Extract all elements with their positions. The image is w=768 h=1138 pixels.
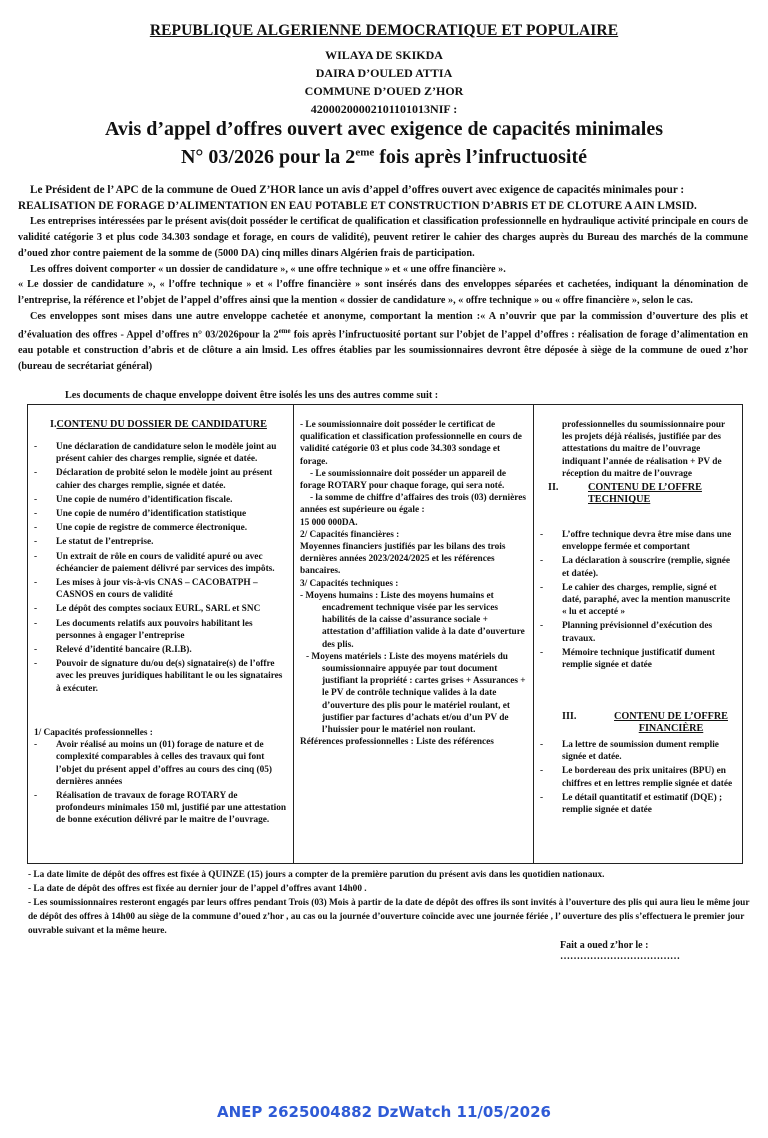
candidature-item-text: Une déclaration de candidature selon le modèle joint au présent cahier des charges remplie, signée et datée. [56, 442, 277, 465]
candidature-item-text: Une copie de registre de commerce électronique. [56, 523, 248, 534]
anep-reference: ANEP 2625004882 DzWatch 11/05/2026 [217, 1103, 551, 1121]
candidature-item-text: Relevé d’identité bancaire (R.I.B). [56, 645, 192, 656]
intro-paragraph-5 [18, 309, 748, 375]
capacity-item-text: Réalisation de travaux de forage ROTARY de profondeurs minimales 150 ml, justifié par une attestation de bonne exécution délivré par le maitre de l’ouvrage. [56, 791, 287, 826]
candidature-item [34, 658, 288, 695]
capacities-title: 1/ Capacités professionnelles : [34, 728, 153, 738]
turnover-amount: 15 000 000DA. [300, 517, 358, 528]
financial-offer-list [540, 739, 736, 818]
candidature-item [34, 536, 288, 548]
material-resources: - Moyens matériels : Liste des moyens matériels du soumissionnaire appuyée par tout document justifiant la propriété : cartes grises + Assurances + le PV de contrôle technique valides à la date d’ouverture des plis pour le matériel roulant, et justifier par factures d’achats et/ou d’un PV de l’huissier pour le matériel non roulant. [306, 651, 526, 736]
references-text: Références professionnelles : Liste des références [300, 737, 494, 748]
bullet-dash: - [34, 509, 38, 520]
intro-paragraph-5-text: Ces enveloppes sont mises dans une autre enveloppe cachetée et anonyme, comportant la mention :« A n’ouvrir que par la commission d’ouverture des plis et d’évaluation des offres - Appel d’offres n° 03/2026pour la 2 [18, 310, 748, 341]
bullet-dash: - [34, 494, 38, 505]
notice-number-text: N° 03/2026 pour la 2 [180, 146, 356, 168]
bullet-dash: - [34, 645, 38, 656]
capacities-list [34, 739, 288, 826]
capacity-item [34, 739, 288, 788]
candidature-item-text: Le dépôt des comptes sociaux EURL, SARL et SNC [56, 604, 261, 615]
section-title-1: CONTENU DU DOSSIER DE CANDIDATURE [56, 419, 267, 430]
notice-title: Avis d’appel d’offres ouvert avec exigence de capacités minimales [104, 118, 664, 140]
bullet-dash: - [540, 556, 544, 567]
bullet-dash: - [34, 537, 38, 548]
bullet-dash: - [34, 604, 38, 615]
candidature-item [34, 577, 288, 601]
technical-offer-item-text: L’offre technique devra être mise dans une enveloppe fermée et comportant [562, 530, 732, 553]
capacity-item [34, 790, 288, 827]
validity-note: - Les soumissionnaires resteront engagés par leurs offres pendant Trois (03) Mois à partir de la date de dépôt des offres ils sont invités à l’ouverture des plis qui aura lieu le même jour de dépôt des offres à 14h00 au siège de la commune d’oued z’hor , au cas ou la journée d’ouverture coïncide avec une journée fériée , l’ ouverture des plis s’effectuera le premier jour ouvrable suivant et la même heure. [28, 898, 750, 936]
deposit-note: - La date de dépôt des offres est fixée au dernier jour de l’appel d’offres avant 14h00 . [28, 884, 367, 894]
intro-paragraph-2: Les entreprises intéressées par le présent avis(doit posséder le certificat de qualification et classification professionnelle en hydraulique activité principale en cours de validité catégorie 3 et plus code 34.303 sondage et forage, en cours de validité), peuvent retirer le cahier des charges auprès du Bureau des marchés de la commune d’oued zhor contre paiement de la somme de (5000 DA) cinq milles dinars Algérien frais de participation. [18, 216, 748, 259]
candidature-item [34, 467, 288, 491]
technical-offer-item [540, 555, 736, 579]
wilaya-line: WILAYA DE SKIKDA [325, 48, 443, 62]
certificate-requirement: - Le soumissionnaire doit posséder le certificat de qualification et classification professionnelle en cours de validité catégorie 03 et plus code 34.303 sondage et forage. [300, 420, 522, 467]
section-number-2: II. [548, 482, 559, 494]
candidature-list [34, 441, 288, 697]
bullet-dash: - [34, 578, 38, 589]
intro-section [18, 183, 748, 375]
bullet-dash: - [34, 791, 38, 802]
bullet-dash: - [540, 647, 544, 658]
candidature-item [34, 494, 288, 506]
signature-line: Fait a oued z’hor le : ……………………………… [560, 940, 680, 962]
candidature-item [34, 644, 288, 656]
financial-offer-item-text: Le bordereau des prix unitaires (BPU) en chiffres et en lettres remplie signée et datée [562, 766, 733, 789]
technical-offer-item [540, 647, 736, 671]
section-heading-financial [562, 711, 736, 735]
human-resources: - Moyens humains : Liste des moyens humains et encadrement technique visée par les services habilités de la caisse d’assurance sociale + attestation d’affiliation valide à la date d’ouverture des plis. [300, 590, 525, 650]
rotary-requirement: - Le soumissionnaire doit posséder un appareil de forage ROTARY pour chaque forage, qui sera noté. [300, 468, 507, 492]
candidature-item [34, 551, 288, 575]
commune-line: COMMUNE D’OUED Z’HOR [304, 84, 464, 98]
requirements-table [27, 404, 743, 864]
capacity-item-text: Avoir réalisé au moins un (01) forage de nature et de complexité comparables à celles des travaux qui font l’objet du présent appel d’offres au cours des cinq (05) dernières années [56, 740, 272, 787]
section-number-1: I. [50, 419, 57, 430]
notice-number-sup: eme [355, 146, 375, 159]
intro-paragraph-5-suffix: fois après l’infructuosité portant sur l’objet de l’appel d’offres : réalisation de forage d’alimentation en eau potable et construction d’abris et de clôture a ain lmsid. Les offres établies par les soumissionnaires devront être déposée à siège de la commune de oued z’hor (bureau de secrétariat général) [18, 329, 748, 373]
bullet-dash: - [34, 618, 38, 629]
bullet-dash: - [540, 740, 544, 750]
documents-instruction: Les documents de chaque enveloppe doivent être isolés les uns des autres comme suit : [65, 390, 439, 401]
financial-text: Moyennes financiers justifiés par les bilans des trois dernières années 2023/2024/2025 et les références bancaires. [300, 542, 506, 577]
financial-offer-item [540, 792, 736, 816]
financial-title: 2/ Capacités financières : [300, 529, 400, 540]
candidature-item-text: Une copie de numéro d’identification statistique [56, 509, 247, 520]
candidature-item [34, 508, 288, 520]
column-capacities [294, 405, 534, 863]
bullet-dash: - [540, 621, 544, 632]
candidature-item [34, 441, 288, 465]
technical-offer-item [540, 529, 736, 553]
technical-offer-list [540, 529, 736, 673]
bullet-dash: - [34, 523, 38, 534]
intro-paragraph-3: Les offres doivent comporter « un dossier de candidature », « une offre technique » et « une offre financière ». [30, 263, 506, 275]
candidature-item-text: Une copie de numéro d’identification fiscale. [56, 494, 233, 505]
footer-notes [28, 868, 750, 938]
section-title-3: CONTENU DE L’OFFRE FINANCIÈRE [614, 711, 728, 735]
section-heading-candidature [50, 419, 288, 431]
technical-offer-item-text: La déclaration à souscrire (remplie, signée et datée). [562, 556, 731, 579]
bullet-dash: - [34, 442, 38, 452]
bullet-dash: - [34, 659, 38, 670]
notice-number-suffix: fois après l’infructuosité [374, 146, 588, 168]
project-title: REALISATION DE FORAGE D’ALIMENTATION EN EAU POTABLE ET CONSTRUCTION D’ABRIS ET DE CLOTURE A AIN LMSID. [18, 199, 697, 212]
candidature-item-text: Un extrait de rôle en cours de validité apuré ou avec échéancier de paiement délivré par services des impôts. [56, 551, 275, 574]
candidature-item-text: Les mises à jour vis-à-vis CNAS – CACOBATPH – CASNOS en cours de validité [56, 578, 258, 601]
candidature-item-text: Le statut de l’entreprise. [56, 537, 154, 548]
technical-offer-item-text: Planning prévisionnel d’exécution des travaux. [562, 621, 713, 644]
deadline-note: - La date limite de dépôt des offres est fixée à QUINZE (15) jours a compter de la première parution du présent avis dans les quotidien nationaux. [28, 870, 605, 880]
nif-line: 42000200002101101013NIF : [310, 102, 458, 116]
bullet-dash: - [540, 582, 544, 593]
bullet-dash: - [540, 530, 544, 540]
turnover-requirement: - la somme de chiffre d’affaires des trois (03) dernières années est supérieure ou égale : [300, 493, 526, 516]
bullet-dash: - [34, 468, 38, 479]
republic-heading: REPUBLIQUE ALGERIENNE DEMOCRATIQUE ET POPULAIRE [149, 22, 619, 39]
financial-offer-item-text: La lettre de soumission dument remplie signée et datée. [562, 740, 719, 763]
candidature-item [34, 603, 288, 615]
technical-offer-item-text: Mémoire technique justificatif dument remplie signée et datée [562, 647, 715, 671]
technical-offer-item [540, 582, 736, 619]
column-candidature [28, 405, 294, 863]
intro-paragraph-4: « Le dossier de candidature », « l’offre technique » et « l’offre financière » sont insérés dans des enveloppes séparées et cachetées, indiquant la dénomination de l’entreprise, la référence et l’objet de l’appel d’offres ainsi que la mention « dossier de candidature », « offre technique » ou « offre financière », selon le cas. [18, 279, 748, 306]
financial-offer-item-text: Le détail quantitatif et estimatif (DQE) ; remplie signée et datée [562, 792, 723, 816]
candidature-item-text: Les documents relatifs aux pouvoirs habilitant les personnes à engager l’entreprise [56, 618, 253, 641]
notice-number [0, 146, 768, 169]
references-continuation: professionnelles du soumissionnaire pour les projets déjà réalisés, justifiée par des attestations du maitre de l’ouvrage indiquant l’année de réalisation + PV de réception du maitre de l’ouvrage [562, 420, 725, 479]
section-title-2: CONTENU DE L’OFFRE TECHNIQUE [588, 482, 702, 506]
candidature-item-text: Déclaration de probité selon le modèle joint au présent cahier des charges remplie, signée et datée. [56, 468, 273, 491]
column-offers [534, 405, 742, 863]
bullet-dash: - [34, 551, 38, 562]
candidature-item-text: Pouvoir de signature du/ou de(s) signataire(s) de l’offre avec les preuves juridiques habilitant le ou les signataires à exécuter. [56, 659, 283, 694]
technical-offer-item-text: Le cahier des charges, remplie, signé et daté, paraphé, avec la mention manuscrite « lu et accepté » [562, 582, 731, 618]
technical-offer-item [540, 620, 736, 644]
intro-paragraph-5-sup: eme [278, 327, 291, 336]
bullet-dash: - [34, 740, 38, 751]
daira-line: DAIRA D’OULED ATTIA [315, 66, 453, 80]
technical-title: 3/ Capacités techniques : [300, 578, 399, 589]
financial-offer-item [540, 765, 736, 789]
candidature-item [34, 522, 288, 534]
bullet-dash: - [540, 766, 544, 777]
intro-paragraph-1: Le Président de l’ APC de la commune de Oued Z’HOR lance un avis d’appel d’offres ouvert avec exigence de capacités minimales pour : [30, 184, 685, 196]
section-heading-technical [548, 482, 736, 506]
financial-offer-item [540, 739, 736, 763]
bullet-dash: - [540, 792, 544, 803]
professional-capacities [34, 727, 288, 829]
section-number-3: III. [562, 711, 577, 722]
candidature-item [34, 618, 288, 642]
